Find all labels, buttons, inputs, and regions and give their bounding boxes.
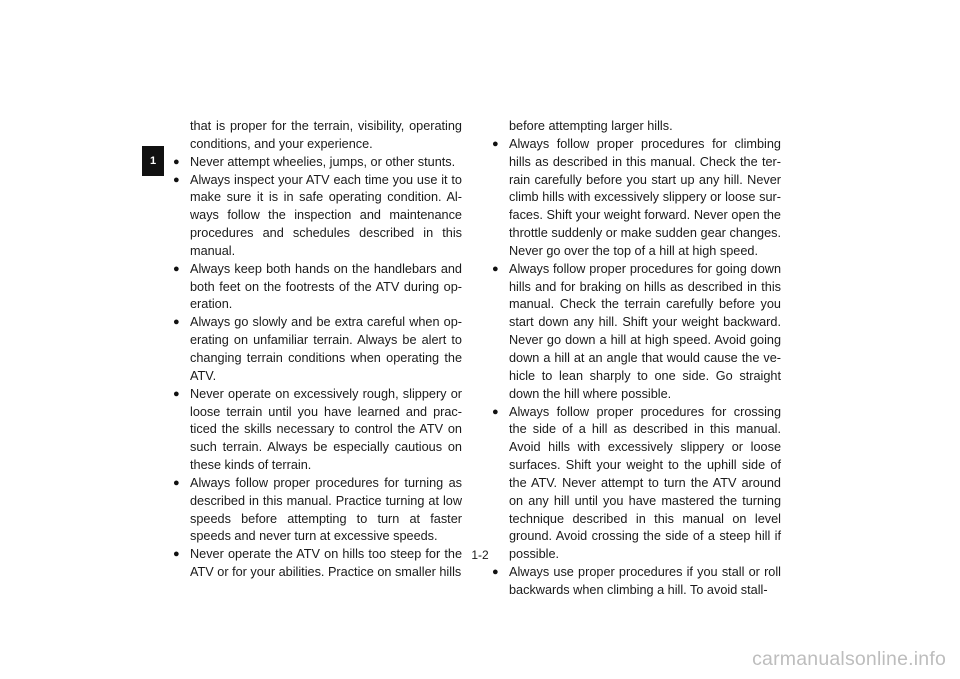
bullet-dot-icon: ●: [173, 316, 180, 329]
right-continuation-text: before attempting larger hills.: [509, 119, 673, 133]
page-number: 1-2: [471, 548, 489, 562]
bullet-dot-icon: ●: [173, 155, 180, 168]
bullet-item: [492, 404, 781, 565]
right-column: [492, 118, 781, 600]
bullet-item: [173, 154, 462, 172]
bullet-text: Always inspect your ATV each time you use it to make sure it is in safe operating condition. Always follow the inspection and maintenance procedures and schedules described in this manual.: [190, 172, 462, 258]
bullet-text: Always keep both hands on the handlebars and both feet on the footrests of the ATV during operation.: [190, 261, 462, 312]
bullet-item: [173, 386, 462, 475]
bullet-dot-icon: ●: [173, 476, 180, 489]
bullet-dot-icon: ●: [492, 137, 499, 150]
bullet-dot-icon: ●: [173, 387, 180, 400]
bullet-text: Never attempt wheelies, jumps, or other stunts.: [190, 154, 456, 169]
bullet-dot-icon: ●: [492, 262, 499, 275]
bullet-item: [173, 314, 462, 385]
bullet-text: Always follow proper procedures for going down hills and for braking on hills as described in this manual. Check the terrain carefully before you start down any hill. Shift your weight backward. Never go down a hill at high speed. Avoid going down a hill at an angle that would cause the vehicle to lean sharply to one side. Go straight down the hill where possible.: [509, 261, 781, 401]
bullet-item: [492, 136, 781, 261]
left-column: [173, 118, 462, 582]
chapter-tab: 1: [142, 146, 164, 176]
bullet-text: Never operate on excessively rough, slippery or loose terrain until you have learned and practiced the skills necessary to control the ATV on such terrain. Always be especially cautious on these kinds of terrain.: [190, 386, 462, 473]
bullet-dot-icon: ●: [173, 548, 180, 561]
bullet-item: [492, 564, 781, 600]
bullet-text: Always follow proper procedures for turning as described in this manual. Practice turning at low speeds before attempting to turn at faster speeds and never turn at excessive speeds.: [190, 475, 462, 544]
bullet-text: Always use proper procedures if you stall or roll backwards when climbing a hill. To avoid stall-: [509, 565, 781, 597]
bullet-dot-icon: ●: [492, 405, 499, 418]
bullet-text: Always follow proper procedures for climbing hills as described in this manual. Check the terrain carefully before you start up any hill. Never climb hills with excessively slippery or loose surfaces. Shift your weight forward. Never open the throttle suddenly or make sudden gear changes. Never go over the top of a hill at high speed.: [509, 136, 781, 258]
bullet-dot-icon: ●: [173, 262, 180, 275]
bullet-item: [173, 172, 462, 261]
bullet-text: Always follow proper procedures for crossing the side of a hill as described in this manual. Avoid hills with excessively slippery or loose surfaces. Shift your weight to the uphill side of the ATV. Never attempt to turn the ATV around on any hill until you have mastered the turning technique described in this manual on level ground. Avoid crossing the side of a steep hill if possible.: [509, 404, 781, 562]
bullet-text: Always go slowly and be extra careful when operating on unfamiliar terrain. Always be alert to changing terrain conditions when operating the ATV.: [190, 315, 462, 383]
bullet-item: [173, 261, 462, 315]
bullet-dot-icon: ●: [492, 566, 499, 579]
bullet-text: Never operate the ATV on hills too steep for the ATV or for your abilities. Practice on smaller hills: [190, 547, 462, 580]
bullet-item: [492, 261, 781, 404]
bullet-dot-icon: ●: [173, 173, 180, 186]
left-continuation-text: that is proper for the terrain, visibility, operating conditions, and your experience.: [190, 119, 462, 151]
watermark: carmanualsonline.info: [752, 648, 946, 670]
bullet-item: [173, 475, 462, 546]
